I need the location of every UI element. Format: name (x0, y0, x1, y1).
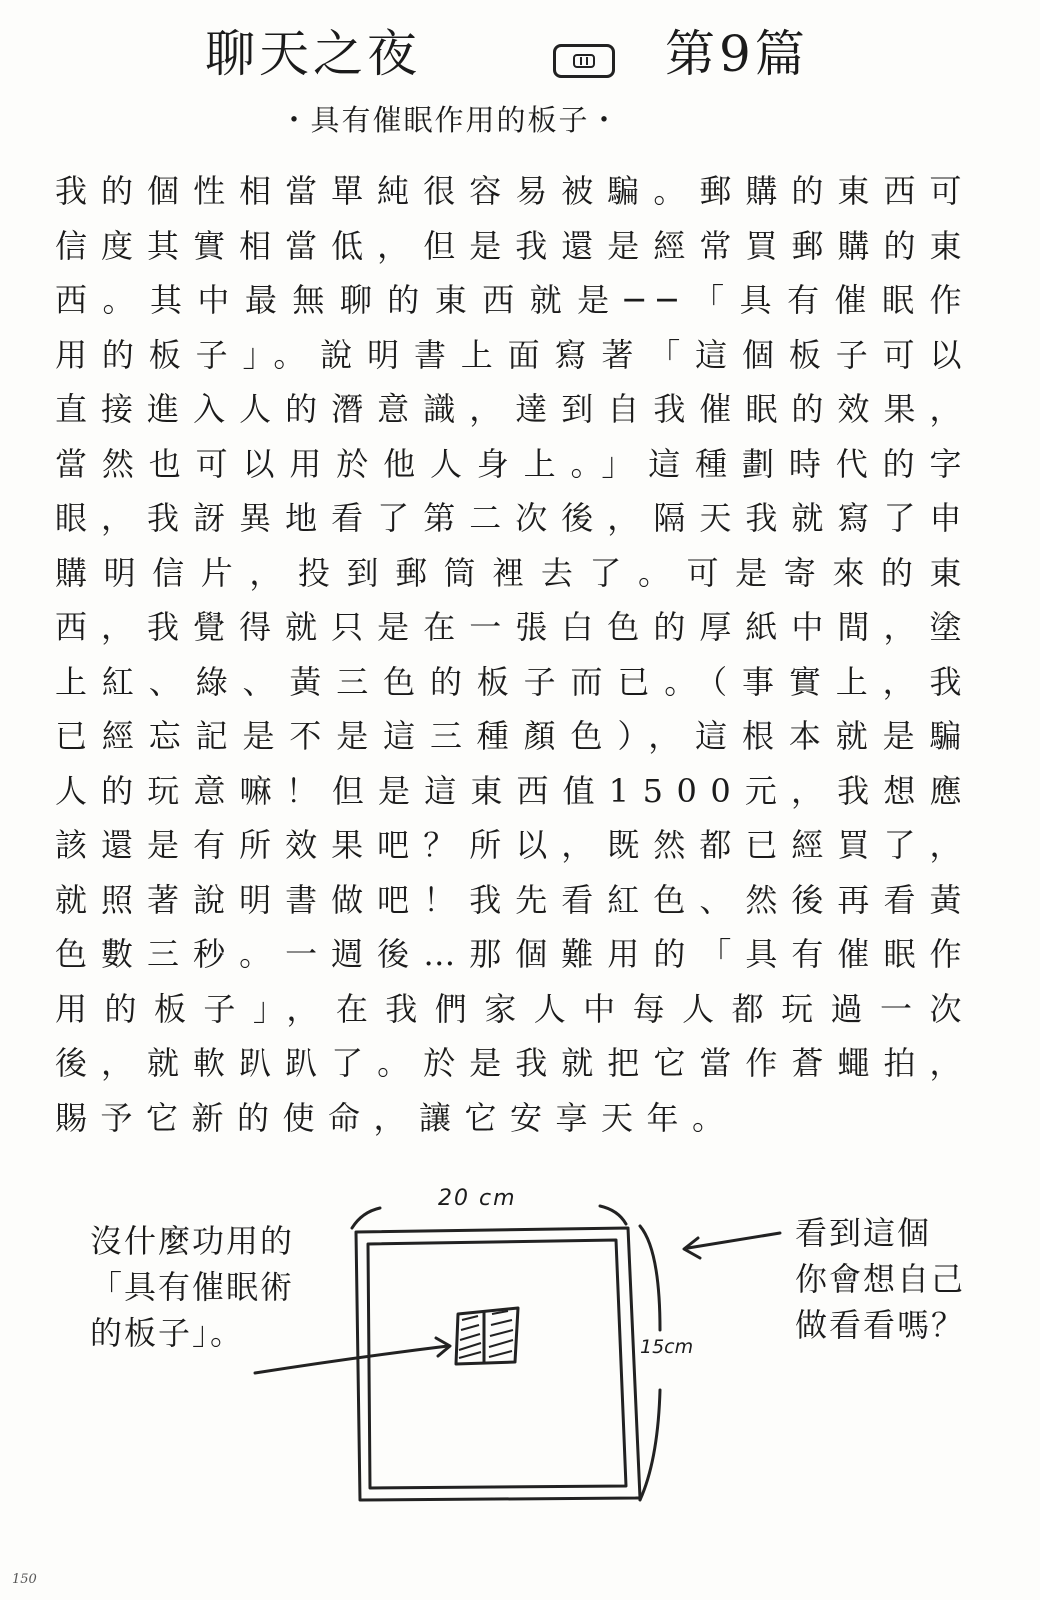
right-pointer-arrow (688, 1233, 780, 1248)
body-paragraph: 我的個性相當單純很容易被騙。郵購的東西可信度其實相當低，但是我還是經常買郵購的東西。其中最無聊的東西就是──「具有催眠作用的板子」。說明書上面寫著「這個板子可以直接進入人的潛意識，達到自我催眠的效果，當然也可以用於他人身上。」這種劃時代的字眼，我訝異地看了第二次後，隔天我就寫了申購明信片，投到郵筒裡去了。可是寄來的東西，我覺得就只是在一張白色的厚紙中間，塗上紅、綠、黃三色的板子而已。（事實上，我已經忘記是不是這三種顏色），這根本就是騙人的玩意嘛！但是這東西值1500元，我想應該還是有所效果吧？所以，既然都已經買了，就照著說明書做吧！我先看紅色、然後再看黃色數三秒。一週後…那個難用的「具有催眠作用的板子」，在我們家人中每人都玩過一次後，就軟趴趴了。於是我就把它當作蒼蠅拍，賜予它新的使命，讓它安享天年。 (55, 172, 975, 1137)
chapter-header (0, 18, 1040, 82)
left-caption-line: 沒什麼功用的 (90, 1222, 295, 1260)
right-caption-line: 看到這個 (795, 1214, 932, 1252)
left-caption-line: 的板子」。 (90, 1314, 245, 1352)
series-title: 聊天之夜 (205, 25, 421, 83)
left-caption-line: 「具有催眠術 (90, 1268, 295, 1306)
chapter-number: 第9篇 (665, 25, 809, 83)
width-label: 20 cm (438, 1186, 517, 1211)
book-icon (553, 44, 615, 78)
left-caption (90, 1218, 350, 1356)
page-number: 150 (12, 1572, 37, 1587)
height-dimension-line (640, 1226, 660, 1500)
right-caption (795, 1210, 1035, 1348)
right-caption-line: 做看看嗎？ (795, 1306, 966, 1344)
chapter-subtitle: ・具有催眠作用的板子・ (279, 103, 621, 137)
height-label: 15cm (640, 1336, 694, 1358)
right-caption-line: 你會想自己 (795, 1260, 966, 1298)
